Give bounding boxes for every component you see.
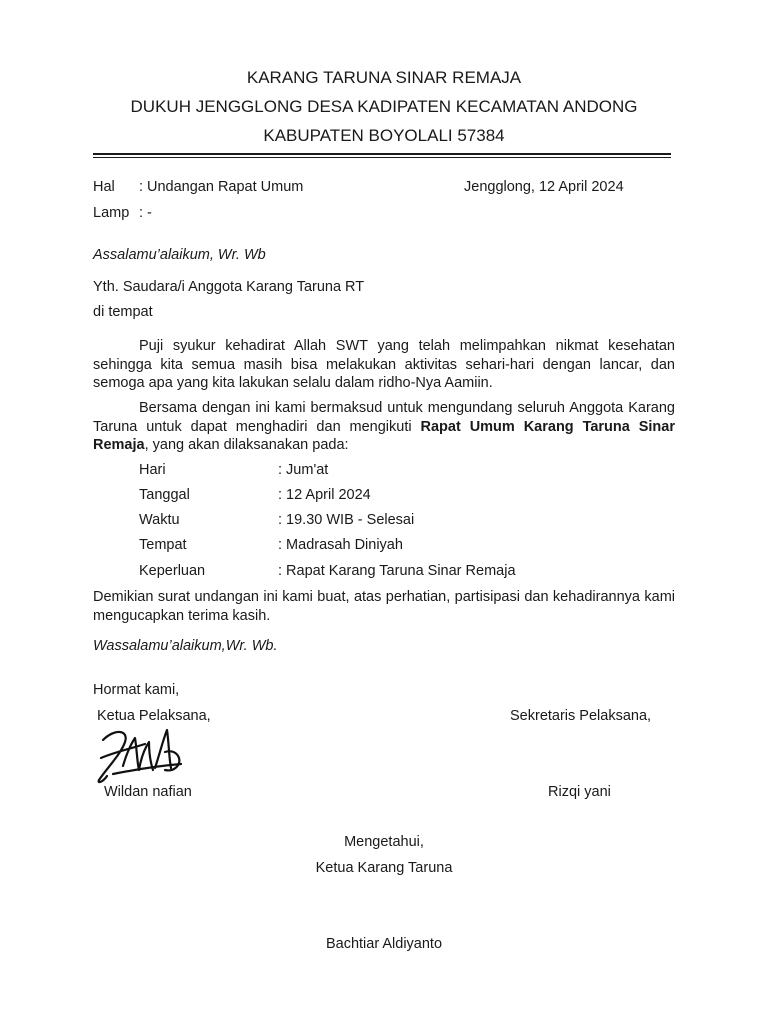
detail-value-purpose: : Rapat Karang Taruna Sinar Remaja — [278, 563, 516, 579]
regards-line: Hormat kami, — [93, 682, 180, 698]
handwritten-signature — [93, 722, 185, 788]
letterhead-rule-thick — [93, 153, 671, 155]
detail-value-place: : Madrasah Diniyah — [278, 537, 403, 553]
signature-role-chairperson: Ketua Pelaksana, — [97, 708, 211, 724]
letterhead-regency: KABUPATEN BOYOLALI 57384 — [263, 126, 505, 145]
attachment-value: : - — [139, 205, 152, 221]
letter-date: Jengglong, 12 April 2024 — [464, 179, 624, 195]
paragraph-opening: Puji syukur kehadirat Allah SWT yang telah melimpahkan nikmat kesehatan sehingga kita semua masih bisa melakukan aktivitas sehari-hari dengan lancar, dan semoga apa yang kita lakukan selalu dalam ridho-Nya Aamiin. — [93, 338, 675, 391]
subject-separator: : — [139, 179, 144, 195]
invitation-text-end: , yang akan dilaksanakan pada: — [144, 437, 349, 453]
letterhead-address: DUKUH JENGGLONG DESA KADIPATEN KECAMATAN ANDONG — [130, 97, 638, 116]
detail-label-date: Tanggal — [139, 487, 190, 503]
subject-value: Undangan Rapat Umum — [147, 179, 304, 195]
detail-label-day: Hari — [139, 462, 166, 478]
detail-value-time: : 19.30 WIB - Selesai — [278, 512, 415, 528]
signature-role-youth-chair: Ketua Karang Taruna — [315, 860, 453, 876]
recipient-line: Yth. Saudara/i Anggota Karang Taruna RT — [93, 279, 365, 295]
acknowledgement-label: Mengetahui, — [344, 834, 424, 850]
paragraph-closing: Demikian surat undangan ini kami buat, atas perhatian, partisipasi dan kehadirannya kami mengucapkan terima kasih. — [93, 589, 675, 624]
opening-greeting: Assalamu’alaikum, Wr. Wb — [93, 247, 266, 263]
signature-role-secretary: Sekretaris Pelaksana, — [510, 708, 652, 724]
detail-value-date: : 12 April 2024 — [278, 487, 371, 503]
letterhead-organization: KARANG TARUNA SINAR REMAJA — [246, 68, 522, 87]
invitation-text: Bersama dengan ini kami bermaksud untuk mengundang seluruh Anggota Karang Taruna untuk dapat menghadiri dan mengikuti — [93, 400, 675, 435]
recipient-place: di tempat — [93, 304, 153, 320]
signatory-name-secretary: Rizqi yani — [548, 784, 611, 800]
subject-label: Hal — [93, 179, 115, 195]
signatory-name-chairperson: Wildan nafian — [104, 784, 192, 800]
detail-label-time: Waktu — [139, 512, 180, 528]
event-name: Rapat Umum Karang Taruna Sinar Remaja — [93, 418, 675, 453]
closing-greeting: Wassalamu’alaikum,Wr. Wb. — [93, 638, 278, 654]
detail-label-place: Tempat — [139, 537, 187, 553]
signatory-name-youth-chair: Bachtiar Aldiyanto — [325, 936, 443, 952]
detail-value-day: : Jum'at — [278, 462, 329, 478]
attachment-label: Lamp — [93, 205, 130, 221]
paragraph-invitation — [93, 399, 675, 455]
detail-label-purpose: Keperluan — [139, 563, 206, 579]
letterhead-rule-thin — [93, 157, 671, 158]
